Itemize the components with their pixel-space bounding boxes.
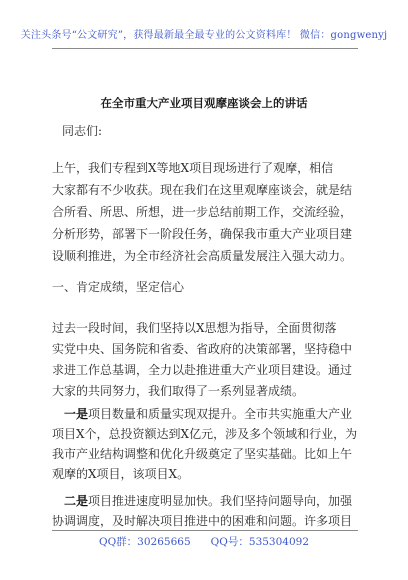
point-1-marker: 一是: [64, 407, 89, 421]
header-divider: [52, 48, 358, 49]
paragraph-line: 上午，我们专程到X等地X项目现场进行了观摩，相信: [52, 161, 334, 175]
paragraph-1: [52, 157, 358, 267]
paragraph-line: 大家的共同努力，我们取得了一系列显著成绩。: [52, 384, 305, 398]
section-heading: 一、肯定成绩，坚定信心: [52, 280, 185, 294]
footer-divider: [52, 530, 358, 531]
paragraph-line: 设顺利推进，为全市经济社会高质量发展注入强大动力。: [52, 249, 353, 263]
paragraph-line: 大家都有不少收获。现在我们在这里观摩座谈会，就是结: [52, 183, 353, 197]
paragraph-line: 求进工作总基调，全力以赴推进重大产业项目建设。通过: [52, 363, 353, 377]
paragraph-2: [52, 318, 358, 402]
paragraph-line: 实党中央、国务院和省委、省政府的决策部署，坚持稳中: [52, 342, 353, 356]
paragraph-line: 协调调度，及时解决项目推进中的困难和问题。许多项目: [52, 514, 353, 528]
footer-qq-number: QQ号：535304092: [210, 536, 310, 548]
paragraph-line: 项目X个，总投资额达到X亿元，涉及多个领域和行业，为: [52, 427, 358, 441]
footer-contacts: [0, 534, 408, 549]
point-2: [52, 491, 358, 531]
point-first-line: [52, 491, 358, 511]
point-1: [52, 404, 358, 484]
paragraph-line: 我市产业结构调整和优化升级奠定了坚实基础。比如上午: [52, 447, 353, 461]
paragraph-line: 合所看、所思、所想，进一步总结前期工作，交流经验，: [52, 205, 353, 219]
point-first-line: [52, 404, 358, 424]
paragraph-line: 过去一段时间，我们坚持以X思想为指导，全面贯彻落: [52, 321, 337, 335]
salutation: 同志们:: [62, 124, 103, 138]
footer-qq-group: QQ群：30265665: [98, 536, 191, 548]
paragraph-line: 分析形势，部署下一阶段任务，确保我市重大产业项目建: [52, 227, 353, 241]
point-2-text: 项目推进速度明显加快。我们坚持问题导向，加强: [88, 494, 353, 508]
point-2-marker: 二是: [64, 494, 89, 508]
point-1-text: 项目数量和质量实现双提升。全市共实施重大产业: [88, 407, 353, 421]
header-notice: 关注头条号“公文研究”，获得最新最全最专业的公文资料库！ 微信：gongwenyj: [20, 30, 388, 41]
paragraph-line: 观摩的X项目，该项目X。: [52, 467, 190, 481]
document-title: 在全市重大产业项目观摩座谈会上的讲话: [100, 96, 308, 110]
